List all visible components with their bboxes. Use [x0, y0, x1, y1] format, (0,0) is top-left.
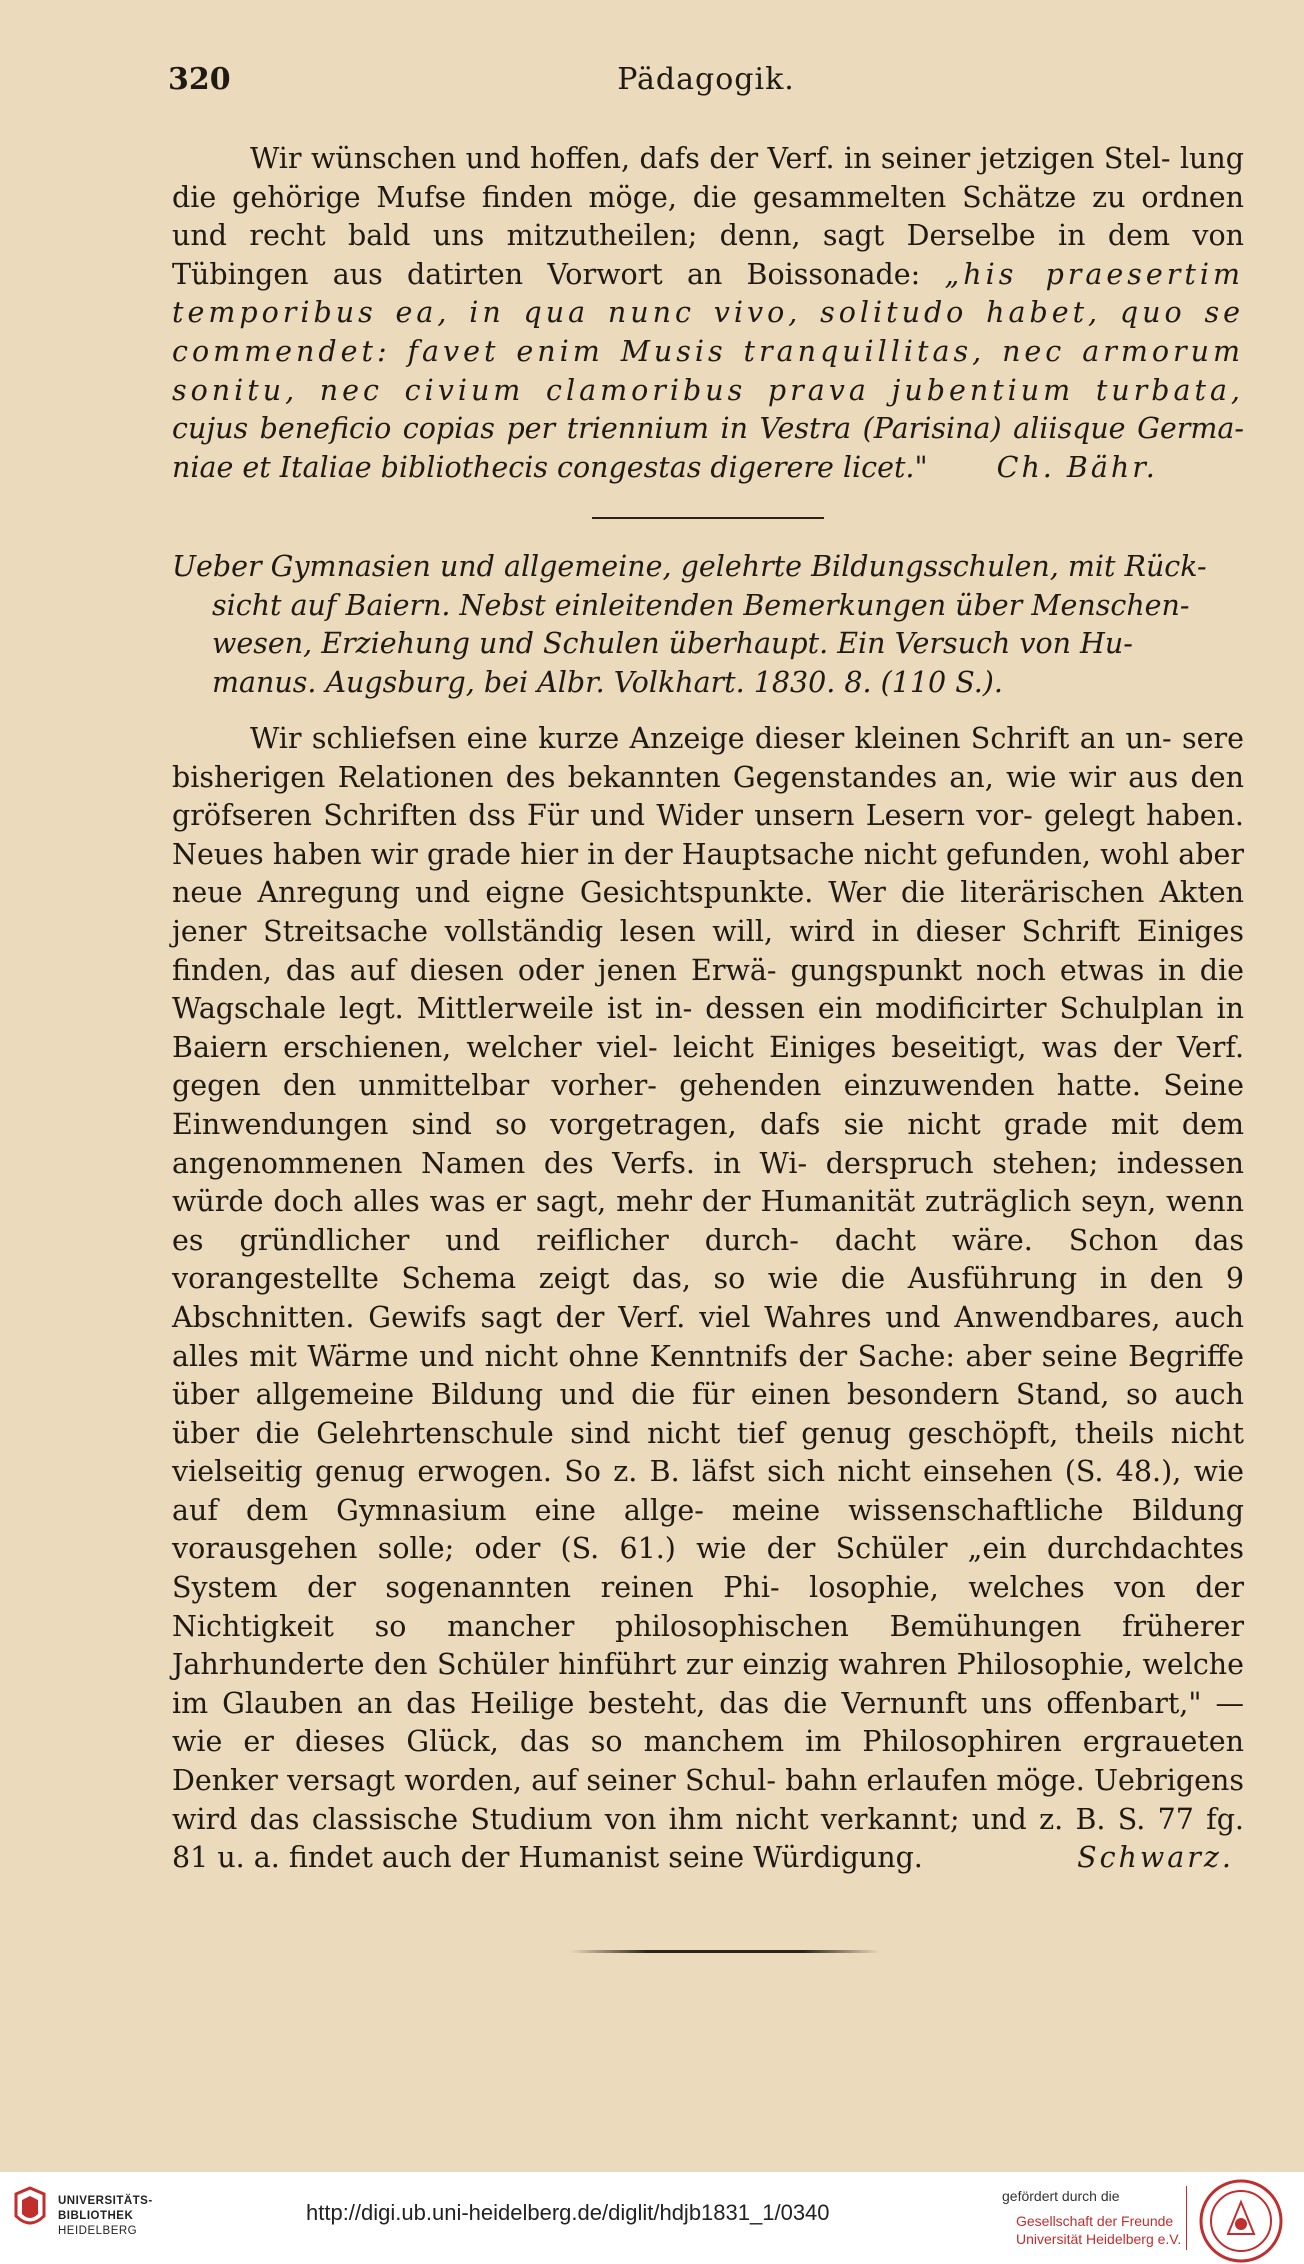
text-line: die literärischen Akten jener Streitsache vollständig lesen will, wird [172, 876, 1244, 948]
text-line: aus den gröfseren Schriften dss Für und Wider unsern Lesern vor- [172, 760, 1245, 833]
entry-line: manus. Augsburg, bei Albr. Volkhart. 1830. 8. (110 S.). [212, 665, 1003, 699]
text-line: dacht wäre. Schon das vorangestellte Schema zeigt das, so wie die [172, 1223, 1244, 1296]
sponsor-label: gefördert durch die [1002, 2188, 1120, 2204]
sponsor-line: Universität Heidelberg e.V. [1016, 2231, 1182, 2247]
text-line: losophie, welches von der Nichtigkeit so mancher philosophischen [172, 1571, 1244, 1643]
digitization-footer [0, 2172, 1304, 2264]
text-line: von Tübingen aus datirten Vorwort an Boissonade: [172, 219, 1244, 291]
text-line: und Anwendbares, auch alles mit Wärme und nicht ohne Kenntnifs [172, 1300, 1244, 1373]
text-line: im Philosophiren ergraueten Denker versagt worden, auf seiner Schul- [172, 1725, 1244, 1798]
text-line: ordnen und recht bald uns mitzutheilen; denn, sagt Derselbe in dem [172, 180, 1244, 253]
sponsor-name [1016, 2212, 1181, 2248]
text-line: Humanität zuträglich seyn, wenn es gründlicher und reiflicher durch- [172, 1185, 1245, 1257]
reviewer-signature: Schwarz. [1077, 1841, 1234, 1875]
text-line: Ausführung in den 9 Abschnitten. Gewifs sagt der Verf. viel Wahres [172, 1262, 1245, 1334]
text-line: seine Würdigung. [668, 1841, 923, 1875]
library-name-line: BIBLIOTHEK [58, 2210, 134, 2222]
running-title: Pädagogik. [617, 62, 795, 97]
latin-quote-line: „his praesertim [944, 257, 1245, 291]
end-divider [570, 1950, 880, 1953]
paragraph-text [172, 720, 1244, 1878]
review-humanus-paragraph [172, 720, 1244, 1878]
latin-quote-line: niae et Italiae bibliothecis congestas digerere licet." [172, 450, 928, 484]
text-line: meine wissenschaftliche Bildung vorausgehen solle; oder (S. 61.) [172, 1493, 1244, 1566]
source-url-link[interactable]: http://digi.ub.uni-heidelberg.de/diglit/hdjb1831_1/0340 [306, 2200, 830, 2225]
library-logo-icon [12, 2186, 48, 2250]
review-bahr-paragraph [172, 140, 1244, 487]
text-line: wie der Schüler „ein durchdachtes System der sogenannten reinen Phi- [172, 1532, 1244, 1605]
text-line: tief genug geschöpft, theils nicht vielseitig genug erwogen. So z. B. [172, 1416, 1244, 1489]
text-line: derspruch stehen; indessen würde doch alles was er sagt, mehr der [172, 1146, 1244, 1219]
section-divider [592, 517, 824, 519]
text-line: nicht verkannt; und z. B. S. 77 fg. 81 u. a. findet auch der Humanist [172, 1802, 1244, 1875]
text-line: gefunden, wohl aber neue Anregung und eigne Gesichtspunkte. Wer [172, 837, 1244, 910]
text-line: bahn erlaufen möge. Uebrigens wird das classische Studium von ihm [172, 1764, 1245, 1836]
text-line: die Vernunft uns offenbart," — wie er dieses Glück, das so manchem [172, 1686, 1245, 1759]
latin-quote-line: temporibus ea, in qua nunc vivo, solitudo habet, quo se [172, 296, 1244, 330]
latin-quote-line: cujus beneficio copias per triennium in Vestra (Parisina) aliisque Germa- [172, 412, 1244, 446]
text-line: dessen ein modificirter Schulplan in Baiern erschienen, welcher viel- [172, 992, 1244, 1064]
text-line: Bemühungen früherer Jahrhunderte den Schüler hinführt zur einzig [172, 1609, 1244, 1682]
text-line: Wir schliefsen eine kurze Anzeige dieser kleinen Schrift an un- [250, 722, 1172, 755]
latin-quote-line: sonitu, nec civium clamoribus prava jubentium turbata, [172, 373, 1244, 407]
footer-divider [1186, 2186, 1187, 2250]
library-name [58, 2194, 153, 2239]
text-line: in dieser Schrift Einiges finden, das auf diesen oder jenen Erwä- [172, 914, 1244, 987]
text-line: sere bisherigen Relationen des bekannten Gegenstandes an, wie wir [172, 722, 1244, 794]
university-seal-icon [1198, 2178, 1284, 2264]
text-line: leicht Einiges beseitigt, was der Verf. gegen den unmittelbar vorher- [172, 1030, 1245, 1103]
text-line: dafs sie nicht grade mit dem angenommenen Namen des Verfs. in Wi- [172, 1107, 1245, 1180]
entry-line: sicht auf Baiern. Nebst einleitenden Bemerkungen über Menschen- [212, 588, 1190, 622]
latin-quote-line: commendet: favet enim Musis tranquillitas, nec armorum [172, 334, 1244, 368]
page-header [168, 62, 1244, 102]
text-line: Wir wünschen und hoffen, dafs der Verf. in seiner jetzigen Stel- [250, 142, 1171, 175]
text-line: wahren Philosophie, welche im Glauben an das Heilige besteht, das [172, 1648, 1244, 1720]
entry-line: Ueber Gymnasien und allgemeine, gelehrte Bildungsschulen, mit Rück- [172, 550, 1207, 583]
library-name-line: HEIDELBERG [58, 2225, 138, 2237]
text-line: lung die gehörige Mufse finden möge, die gesammelten Schätze zu [172, 142, 1245, 214]
paragraph-text [172, 140, 1244, 487]
text-line: einen besondern Stand, so auch über die Gelehrtenschule sind nicht [172, 1378, 1244, 1450]
text-line: gungspunkt noch etwas in die Wagschale legt. Mittlerweile ist in- [172, 953, 1244, 1026]
text-line: der Sache: aber seine Begriffe über allgemeine Bildung und die für [172, 1339, 1245, 1412]
page-number: 320 [168, 62, 231, 97]
entry-line: wesen, Erziehung und Schulen überhaupt. Ein Versuch von Hu- [212, 627, 1133, 661]
text-line: läfst sich nicht einsehen (S. 48.), wie auf dem Gymnasium eine allge- [172, 1455, 1245, 1527]
sponsor-line: Gesellschaft der Freunde [1016, 2213, 1174, 2229]
text-line: gehenden einzuwenden hatte. Seine Einwendungen sind so vorgetragen, [172, 1069, 1244, 1141]
text-line: gelegt haben. Neues haben wir grade hier in der Hauptsache nicht [172, 799, 1244, 871]
bibliographic-entry [172, 548, 1244, 702]
library-name-line: UNIVERSITÄTS- [58, 2195, 153, 2207]
reviewer-signature: Ch. Bähr. [996, 450, 1158, 484]
